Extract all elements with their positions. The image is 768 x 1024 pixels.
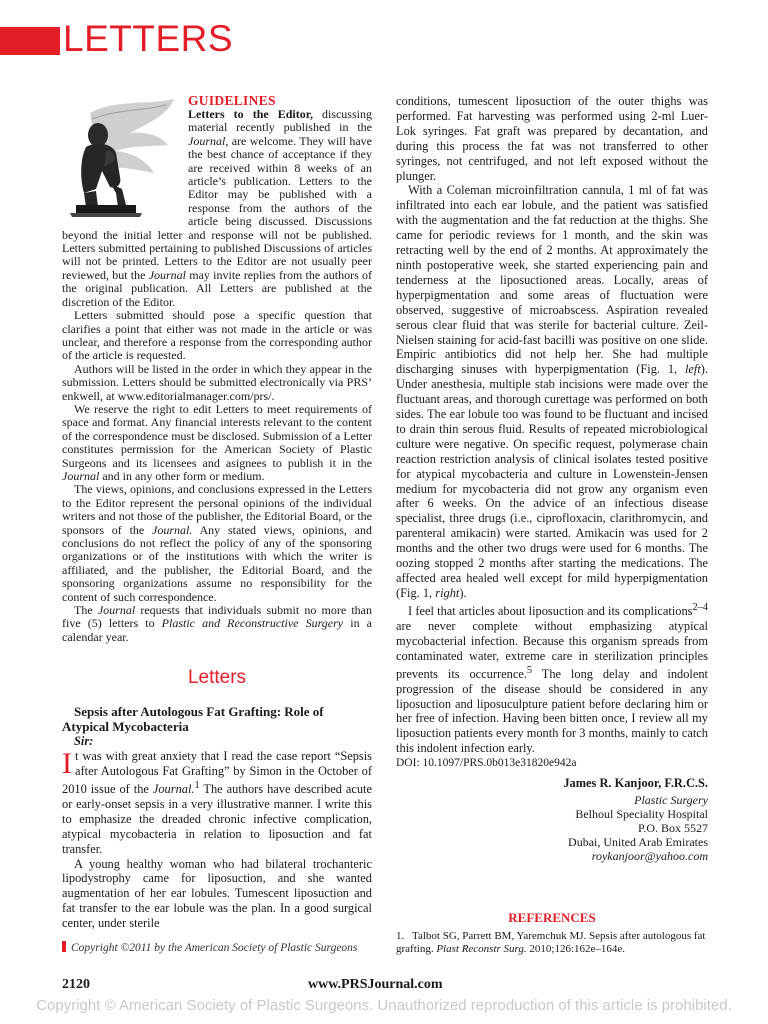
article-paragraph: I feel that articles about liposuction and its complications$^{2-4}$ are never complete without emphasizing atypical mycobacterial infection. Because this organism spreads from contaminated water, extreme care in sterilization principles prevents its occurrence.$^5$ The long delay and indolent progression of the disease should be considered in any liposuction and liposuculpture patient before declaring him or her free of infection. Having been bitten once, I review all my liposuction patients every month for 3 months, mainly to catch this indolent infection early. [396,601,708,756]
copyright-accent-mark [62,941,66,952]
guidelines-paragraph: We reserve the right to edit Letters to meet requirements of space and format. Any financial interests relevant to the content of the correspondence must be disclosed. Submission of a Letter constitutes permission for the American Society of Plastic Surgeons and its licensees and asignees to publish it in the Journal and in any other form or medium. [62,401,372,483]
letter-article [62,705,372,931]
header-accent-bar [0,27,60,55]
article-paragraph: A young healthy woman who had bilateral trochanteric lipodystrophy came for liposuction, and she wanted augmentation of her ear lobules. Tumescent liposuction and fat transfer to the ear lobule was the plan. In a good surgical center, under sterile [62,856,372,931]
guidelines-paragraph: Letters submitted should pose a specific question that clarifies a point that either was not made in the article or was unclear, and therefore a response from the corresponding author of the article is requested. [62,308,372,363]
author-city: Dubai, United Arab Emirates [568,834,708,849]
author-email[interactable]: roykanjoor@yahoo.com [591,848,708,863]
guidelines-paragraph: Letters to the Editor, discussing material recently published in the Journal, are welcome. They will have the best chance of acceptance if they are received within 8 weeks of an article’s publication. Letters to the Editor may be published with a response from the authors of the article being discussed. Discussions beyond the initial letter and response will not be published. Letters submitted pertaining to published Discussions of articles will not be printed. Letters to the Editor are not usually peer reviewed, but the Journal may invite replies from the authors of the original publication. All Letters are published at the discretion of the Editor. [62,107,372,309]
guidelines-paragraph: Authors will be listed in the order in which they appear in the submission. Letters should be submitted electronically via PRS’ enkwell, at www.editorialmanager.com/prs/. [62,361,372,403]
guidelines-paragraph: The Journal requests that individuals submit no more than five (5) letters to Plastic and Reconstructive Surgery in a calendar year. [62,603,372,644]
drop-cap: I [62,747,72,781]
author-department: Plastic Surgery [634,792,708,807]
section-heading: Letters [187,667,247,688]
author-pobox: P.O. Box 5527 [637,820,708,835]
article-paragraph: With a Coleman microinfiltration cannula, 1 ml of fat was infiltrated into each ear lobule, and the patient was satisfied with the augmentation and the fat reduction at the thighs. She came for periodic reviews for 1 month, and the skin was retracting well by the end of 2 months. At approximately the ninth postoperative week, she started experiencing pain and tenderness at the liposuctioned areas. Locally, areas of hyperpigmentation and some areas of fluctuation were observed, suggestive of microabscess. Aspiration revealed serous clear fluid that was sterile for bacterial culture. Zeil-Nielsen staining for acid-fast bacilli was positive on one slide. Empiric antibiotics did not help her. She had multiple discharging sinuses with hyperpigmentation (Fig. 1, left). Under anesthesia, multiple stab incisions were made over the fluctuant areas, and thorough curettage was performed on both sides. The ear lobule too was found to be fluctuant and incised to drain thin serous fluid. Results of repeated microbiological culture were negative. On specific request, polymerase chain reaction restriction analysis of clinical isolates tested positive for atypical mycobacteria and culture in Lowenstein-Jensen medium for mycobacteria did not grow any organism even after 6 weeks. On the advice of an infectious disease specialist, three drugs (i.e., ciprofloxacin, clarithromycin, and parenteral amikacin) were started. Amikacin was used for 2 months and the other two drugs were used for 6 months. The oozing stopped 2 months after starting the medications. The affected area healed well except for mild hyperpigmentation (Fig. 1, right). [396,183,708,600]
author-name: James R. Kanjoor, F.R.C.S. [563,776,708,791]
copyright-notice: Copyright ©2011 by the American Society of Plastic Surgeons [62,941,382,954]
article-paragraph: It was with great anxiety that I read the case report “Sepsis after Autologous Fat Grafting” by Simon in the October of 2010 issue of the Journal.$^1$ The authors have described acute or early-onset sepsis in a very illustrative manner. I write this to emphasize the dreaded chronic infective complication, atypical mycobacteria in relation to liposuction and fat transfer. [62,747,372,856]
reference-item: 1. Talbot SG, Parrett BM, Yaremchuk MJ. Sepsis after autologous fat grafting. Plast Reconstr Surg. 2010;126:162e–164e. [396,930,706,955]
doi[interactable]: DOI: 10.1097/PRS.0b013e31820e942a [396,757,577,770]
page-title: LETTERS [63,18,234,59]
article-continuation-column [396,94,708,863]
author-signature [396,777,708,863]
page-number: 2120 [62,977,90,992]
guidelines-heading: GUIDELINES [188,93,276,108]
references-heading: REFERENCES [508,910,596,925]
guidelines-paragraph: The views, opinions, and conclusions expressed in the Letters to the Editor represent the personal opinions of the individual writers and not those of the publisher, the Editorial Board, or the sponsors of the Journal. Any stated views, opinions, and conclusions do not reflect the policy of any of the sponsoring organizations or of the institutions with which the writer is affiliated, and the publisher, the Editorial Board, and the sponsoring organizations assume no responsibility for the content of such correspondence. [62,482,372,604]
article-paragraph: conditions, tumescent liposuction of the outer thighs was performed. Fat harvesting was performed using 2-ml Luer-Lok syringes. Fat graft was prepared by decantation, and during this process the fat was not transferred to other syringes, not centrifuged, and not left exposed without the plunger. [396,94,708,183]
copyright-watermark: Copyright © American Society of Plastic Surgeons. Unauthorized reproduction of this article is prohibited. [36,997,732,1014]
thinker-statue-icon [56,93,184,217]
article-title: Sepsis after Autologous Fat Grafting: Role of Atypical Mycobacteria [62,704,324,734]
author-hospital: Belhoul Speciality Hospital [575,806,708,821]
journal-website[interactable]: www.PRSJournal.com [308,977,443,992]
guidelines-column [62,93,372,644]
salutation: Sir: [74,734,94,749]
guidelines-lead: Letters to the Editor, [188,107,313,121]
